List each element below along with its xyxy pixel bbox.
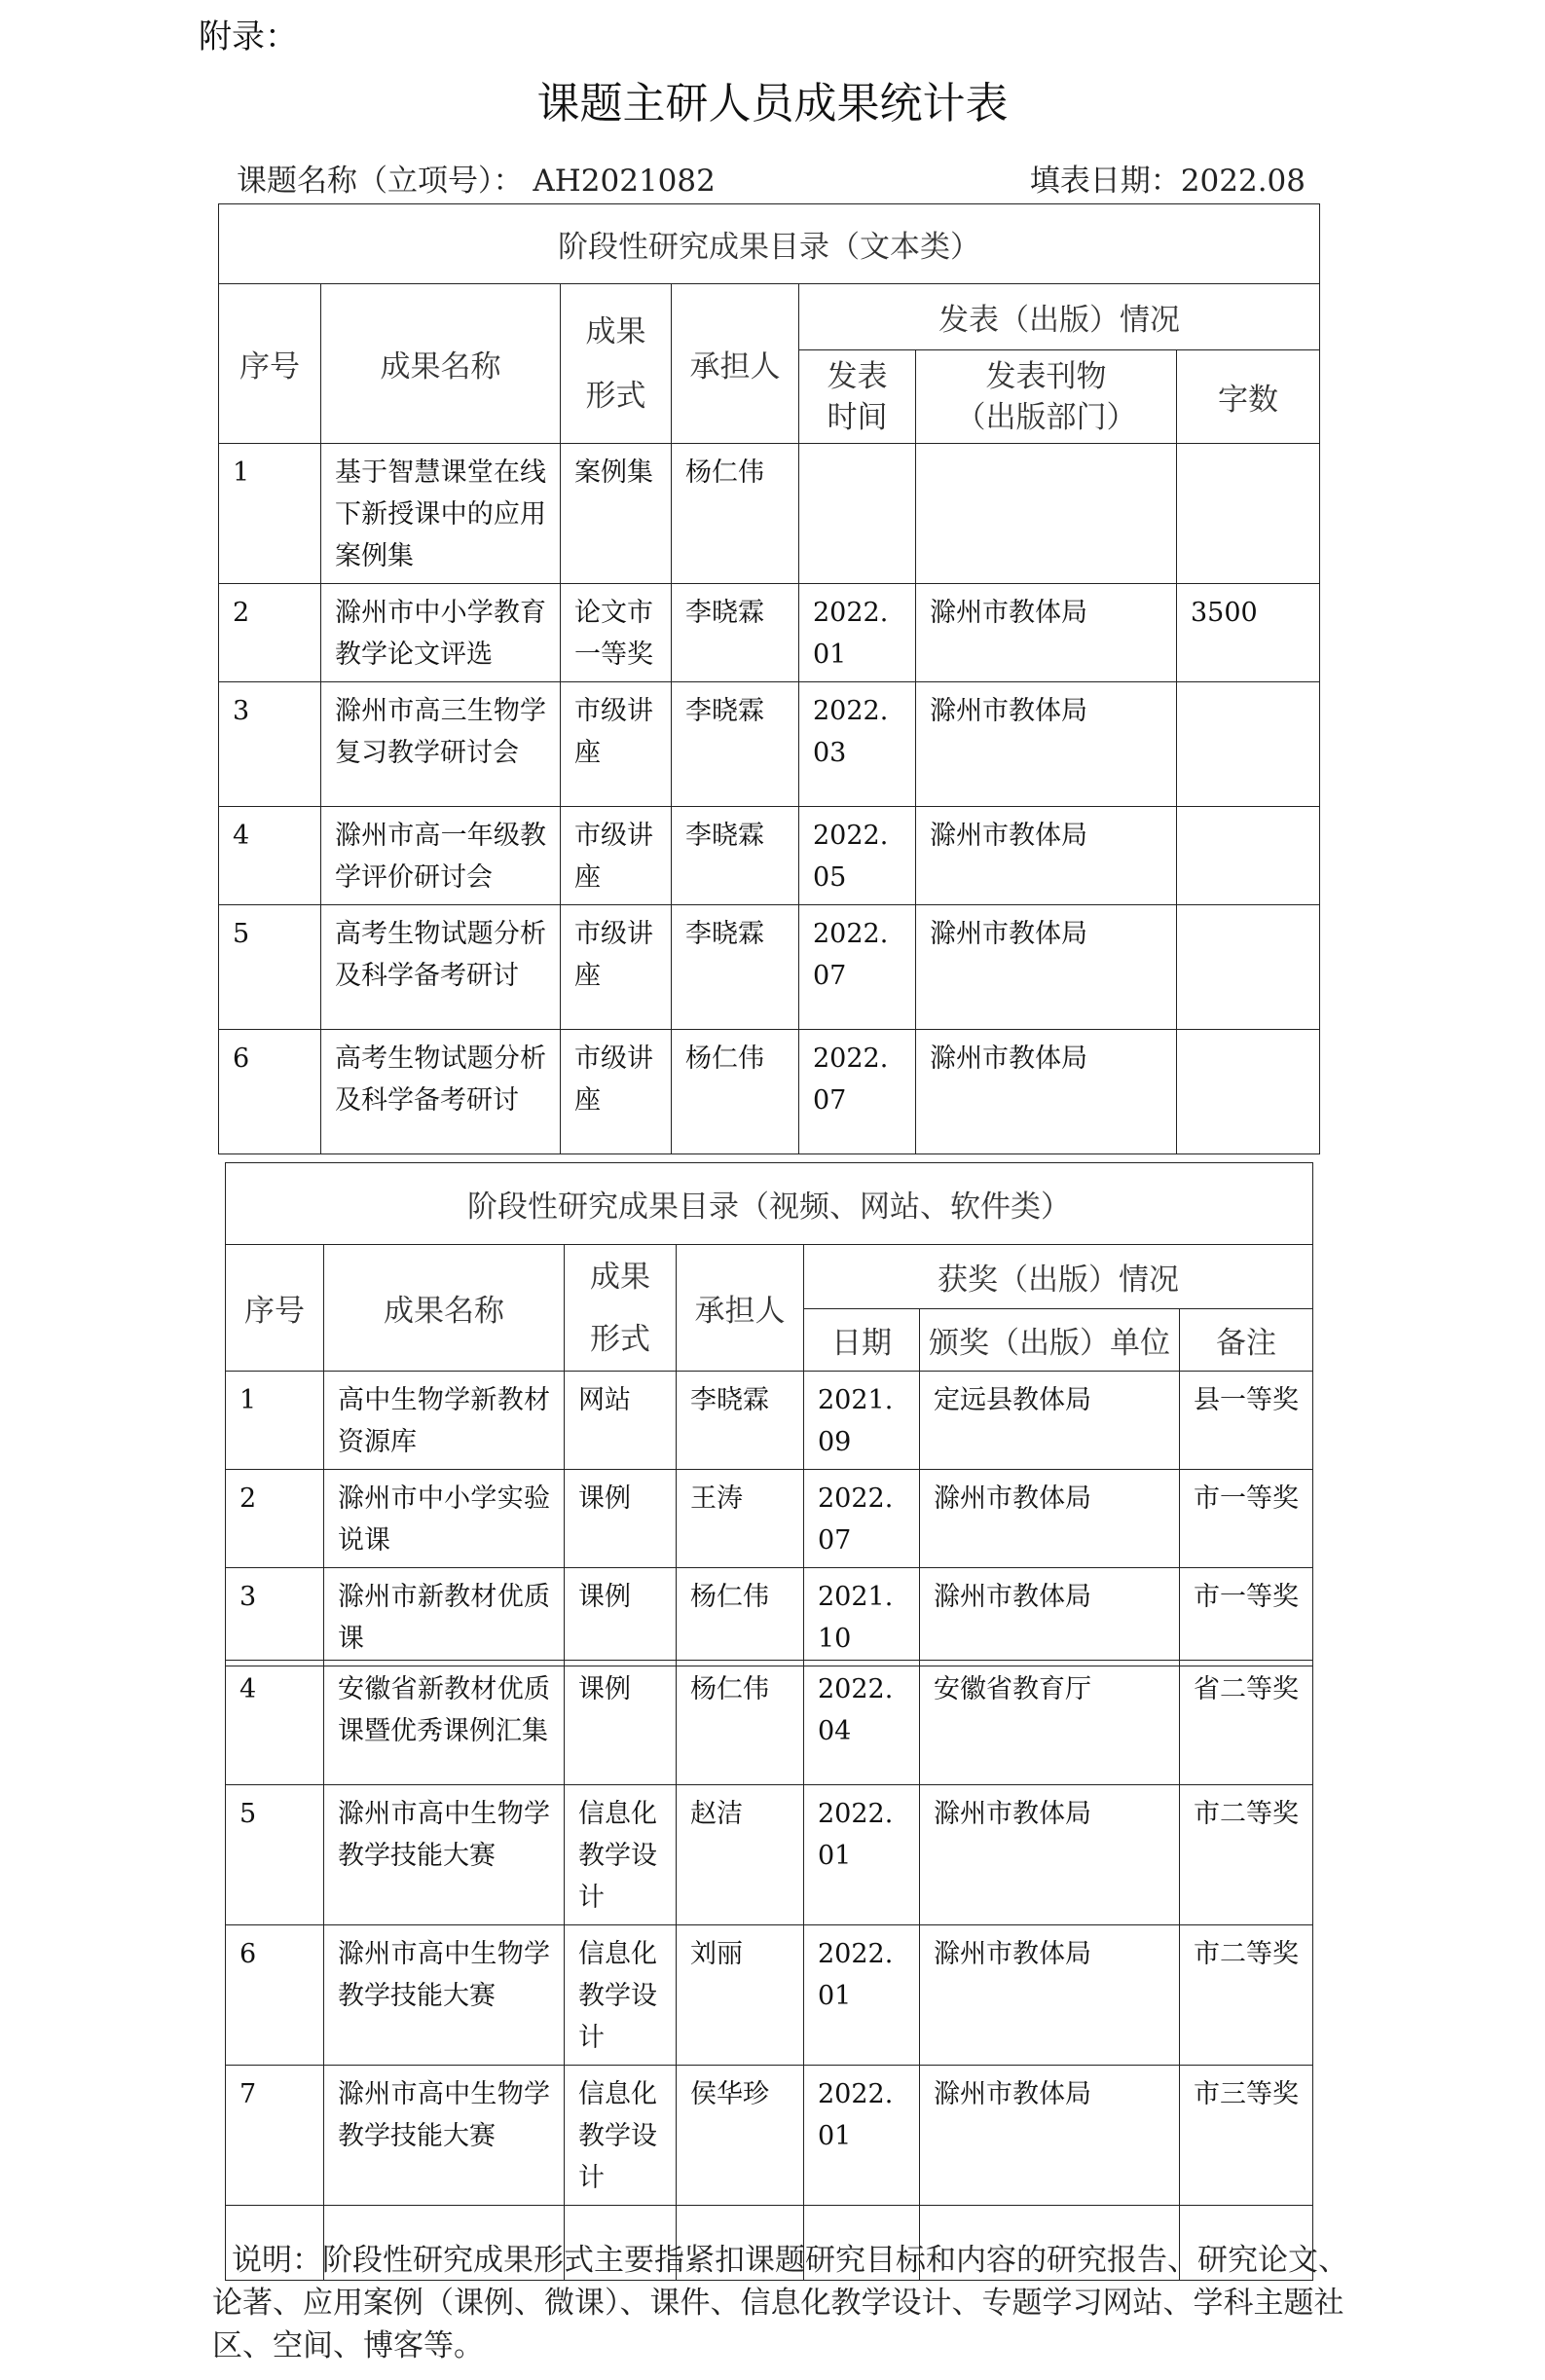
- cell-note: 市一等奖: [1180, 1568, 1313, 1666]
- footnote: 说明：阶段性研究成果形式主要指紧扣课题研究目标和内容的研究报告、研究论文、论著、应用案例（课例、微课）、课件、信息化教学设计、专题学习网站、学科主题社区、空间、博客等。: [212, 2243, 1348, 2363]
- cell-seq: 1: [226, 1372, 324, 1470]
- table-row: [226, 1785, 1313, 1925]
- cell-form: 市级讲座: [561, 807, 672, 905]
- table-row: [219, 444, 1320, 584]
- cell-date: 2022.01: [804, 1785, 920, 1925]
- cell-date: 2021.10: [804, 1568, 920, 1666]
- cell-name: 基于智慧课堂在线下新授课中的应用案例集: [321, 444, 561, 584]
- cell-seq: 4: [226, 1661, 324, 1785]
- cell-name: 滁州市高三生物学复习教学研讨会: [321, 682, 561, 807]
- table-row: [226, 1568, 1313, 1666]
- cell-seq: 5: [226, 1785, 324, 1925]
- cell-owner: 赵洁: [677, 1785, 804, 1925]
- cell-time: 2022.01: [799, 584, 916, 682]
- cell-note: 市一等奖: [1180, 1470, 1313, 1568]
- media-header-award: 获奖（出版）情况: [804, 1245, 1313, 1309]
- cell-owner: 李晓霖: [672, 807, 799, 905]
- table-row: [219, 682, 1320, 807]
- cell-name: 滁州市中小学教育教学论文评选: [321, 584, 561, 682]
- cell-note: 市二等奖: [1180, 1785, 1313, 1925]
- cell-form: 案例集: [561, 444, 672, 584]
- table-row: [226, 2066, 1313, 2206]
- media-header-owner: 承担人: [677, 1245, 804, 1372]
- text-table-caption: 阶段性研究成果目录（文本类）: [219, 204, 1320, 284]
- cell-time: 2022.05: [799, 807, 916, 905]
- cell-owner: 杨仁伟: [677, 1661, 804, 1785]
- cell-form: 信息化教学设计: [565, 1785, 677, 1925]
- cell-owner: 杨仁伟: [672, 1030, 799, 1154]
- cell-owner: 李晓霖: [672, 584, 799, 682]
- media-header-seq: 序号: [226, 1245, 324, 1372]
- cell-name: 滁州市中小学实验说课: [324, 1470, 565, 1568]
- header-form: [561, 284, 672, 444]
- cell-name: 安徽省新教材优质课暨优秀课例汇集: [324, 1661, 565, 1785]
- cell-form: 市级讲座: [561, 905, 672, 1030]
- cell-time: [799, 444, 916, 584]
- cell-unit: 滁州市教体局: [920, 2066, 1180, 2206]
- cell-name: 滁州市新教材优质课: [324, 1568, 565, 1666]
- cell-name: 滁州市高中生物学教学技能大赛: [324, 2066, 565, 2206]
- media-header-form-line1: 成果: [590, 1259, 650, 1295]
- media-header-unit: 颁奖（出版）单位: [920, 1309, 1180, 1372]
- cell-owner: 刘丽: [677, 1925, 804, 2066]
- fill-date: 填表日期：2022.08: [1029, 164, 1306, 199]
- cell-note: 县一等奖: [1180, 1372, 1313, 1470]
- cell-seq: 4: [219, 807, 321, 905]
- cell-seq: 3: [226, 1568, 324, 1666]
- cell-date: 2021.09: [804, 1372, 920, 1470]
- cell-journal: 滁州市教体局: [916, 1030, 1177, 1154]
- cell-unit: 滁州市教体局: [920, 1785, 1180, 1925]
- page-title: 课题主研人员成果统计表: [536, 80, 1009, 128]
- media-header-date: 日期: [804, 1309, 920, 1372]
- cell-seq: 5: [219, 905, 321, 1030]
- cell-words: [1177, 807, 1320, 905]
- cell-date: 2022.07: [804, 1470, 920, 1568]
- text-results-table: [218, 203, 1320, 1154]
- media-header-name: 成果名称: [324, 1245, 565, 1372]
- cell-seq: 6: [226, 1925, 324, 2066]
- cell-seq: 2: [219, 584, 321, 682]
- table-row: [219, 1030, 1320, 1154]
- cell-name: 滁州市高中生物学教学技能大赛: [324, 1925, 565, 2066]
- table-row: [219, 584, 1320, 682]
- table-row: [219, 807, 1320, 905]
- cell-journal: 滁州市教体局: [916, 905, 1177, 1030]
- cell-words: [1177, 905, 1320, 1030]
- cell-name: 高考生物试题分析及科学备考研讨: [321, 1030, 561, 1154]
- cell-journal: [916, 444, 1177, 584]
- cell-form: 网站: [565, 1372, 677, 1470]
- media-results-table-continued: [225, 1660, 1313, 2281]
- cell-time: 2022.07: [799, 905, 916, 1030]
- cell-form: 课例: [565, 1661, 677, 1785]
- cell-journal: 滁州市教体局: [916, 682, 1177, 807]
- header-name: 成果名称: [321, 284, 561, 444]
- header-form-line2: 形式: [585, 378, 646, 414]
- header-owner: 承担人: [672, 284, 799, 444]
- header-journal: [916, 350, 1177, 444]
- cell-journal: 滁州市教体局: [916, 807, 1177, 905]
- table-row: [226, 1661, 1313, 1785]
- cell-seq: 2: [226, 1470, 324, 1568]
- cell-seq: 7: [226, 2066, 324, 2206]
- header-form-line1: 成果: [585, 313, 646, 349]
- header-time-line1: 发表: [827, 358, 888, 394]
- table-row: [226, 1470, 1313, 1568]
- cell-words: [1177, 1030, 1320, 1154]
- cell-journal: 滁州市教体局: [916, 584, 1177, 682]
- cell-time: 2022.03: [799, 682, 916, 807]
- cell-form: 信息化教学设计: [565, 2066, 677, 2206]
- header-journal-line1: 发表刊物: [985, 358, 1107, 394]
- cell-seq: 1: [219, 444, 321, 584]
- cell-note: 市三等奖: [1180, 2066, 1313, 2206]
- topic-name: 课题名称（立项号）： AH2021082: [237, 164, 716, 199]
- cell-form: 信息化教学设计: [565, 1925, 677, 2066]
- header-publish: 发表（出版）情况: [799, 284, 1320, 350]
- cell-seq: 3: [219, 682, 321, 807]
- table-row: [219, 905, 1320, 1030]
- cell-owner: 王涛: [677, 1470, 804, 1568]
- cell-owner: 李晓霖: [677, 1372, 804, 1470]
- cell-note: 市二等奖: [1180, 1925, 1313, 2066]
- media-header-form-line2: 形式: [590, 1321, 650, 1357]
- cell-date: 2022.04: [804, 1661, 920, 1785]
- cell-form: 论文市一等奖: [561, 584, 672, 682]
- media-header-note: 备注: [1180, 1309, 1313, 1372]
- cell-name: 高中生物学新教材资源库: [324, 1372, 565, 1470]
- cell-unit: 滁州市教体局: [920, 1925, 1180, 2066]
- cell-form: 课例: [565, 1470, 677, 1568]
- cell-form: 课例: [565, 1568, 677, 1666]
- cell-name: 滁州市高中生物学教学技能大赛: [324, 1785, 565, 1925]
- cell-unit: 滁州市教体局: [920, 1470, 1180, 1568]
- cell-words: [1177, 444, 1320, 584]
- cell-words: [1177, 682, 1320, 807]
- cell-form: 市级讲座: [561, 1030, 672, 1154]
- cell-owner: 李晓霖: [672, 682, 799, 807]
- table-row: [226, 1925, 1313, 2066]
- cell-unit: 定远县教体局: [920, 1372, 1180, 1470]
- media-header-form: [565, 1245, 677, 1372]
- cell-owner: 杨仁伟: [672, 444, 799, 584]
- header-publish-time: [799, 350, 916, 444]
- cell-unit: 安徽省教育厅: [920, 1661, 1180, 1785]
- cell-owner: 杨仁伟: [677, 1568, 804, 1666]
- cell-unit: 滁州市教体局: [920, 1568, 1180, 1666]
- cell-date: 2022.01: [804, 1925, 920, 2066]
- header-time-line2: 时间: [827, 399, 888, 435]
- cell-seq: 6: [219, 1030, 321, 1154]
- header-seq: 序号: [219, 284, 321, 444]
- cell-form: 市级讲座: [561, 682, 672, 807]
- header-journal-line2: （出版部门）: [955, 399, 1137, 435]
- cell-words: 3500: [1177, 584, 1320, 682]
- appendix-label: 附录：: [199, 18, 298, 55]
- cell-date: 2022.01: [804, 2066, 920, 2206]
- cell-note: 省二等奖: [1180, 1661, 1313, 1785]
- header-words: 字数: [1177, 350, 1320, 444]
- cell-name: 高考生物试题分析及科学备考研讨: [321, 905, 561, 1030]
- media-results-table: [225, 1162, 1313, 1666]
- cell-owner: 李晓霖: [672, 905, 799, 1030]
- media-table-caption: 阶段性研究成果目录（视频、网站、软件类）: [226, 1163, 1313, 1245]
- cell-owner: 侯华珍: [677, 2066, 804, 2206]
- table-row: [226, 1372, 1313, 1470]
- cell-time: 2022.07: [799, 1030, 916, 1154]
- cell-name: 滁州市高一年级教学评价研讨会: [321, 807, 561, 905]
